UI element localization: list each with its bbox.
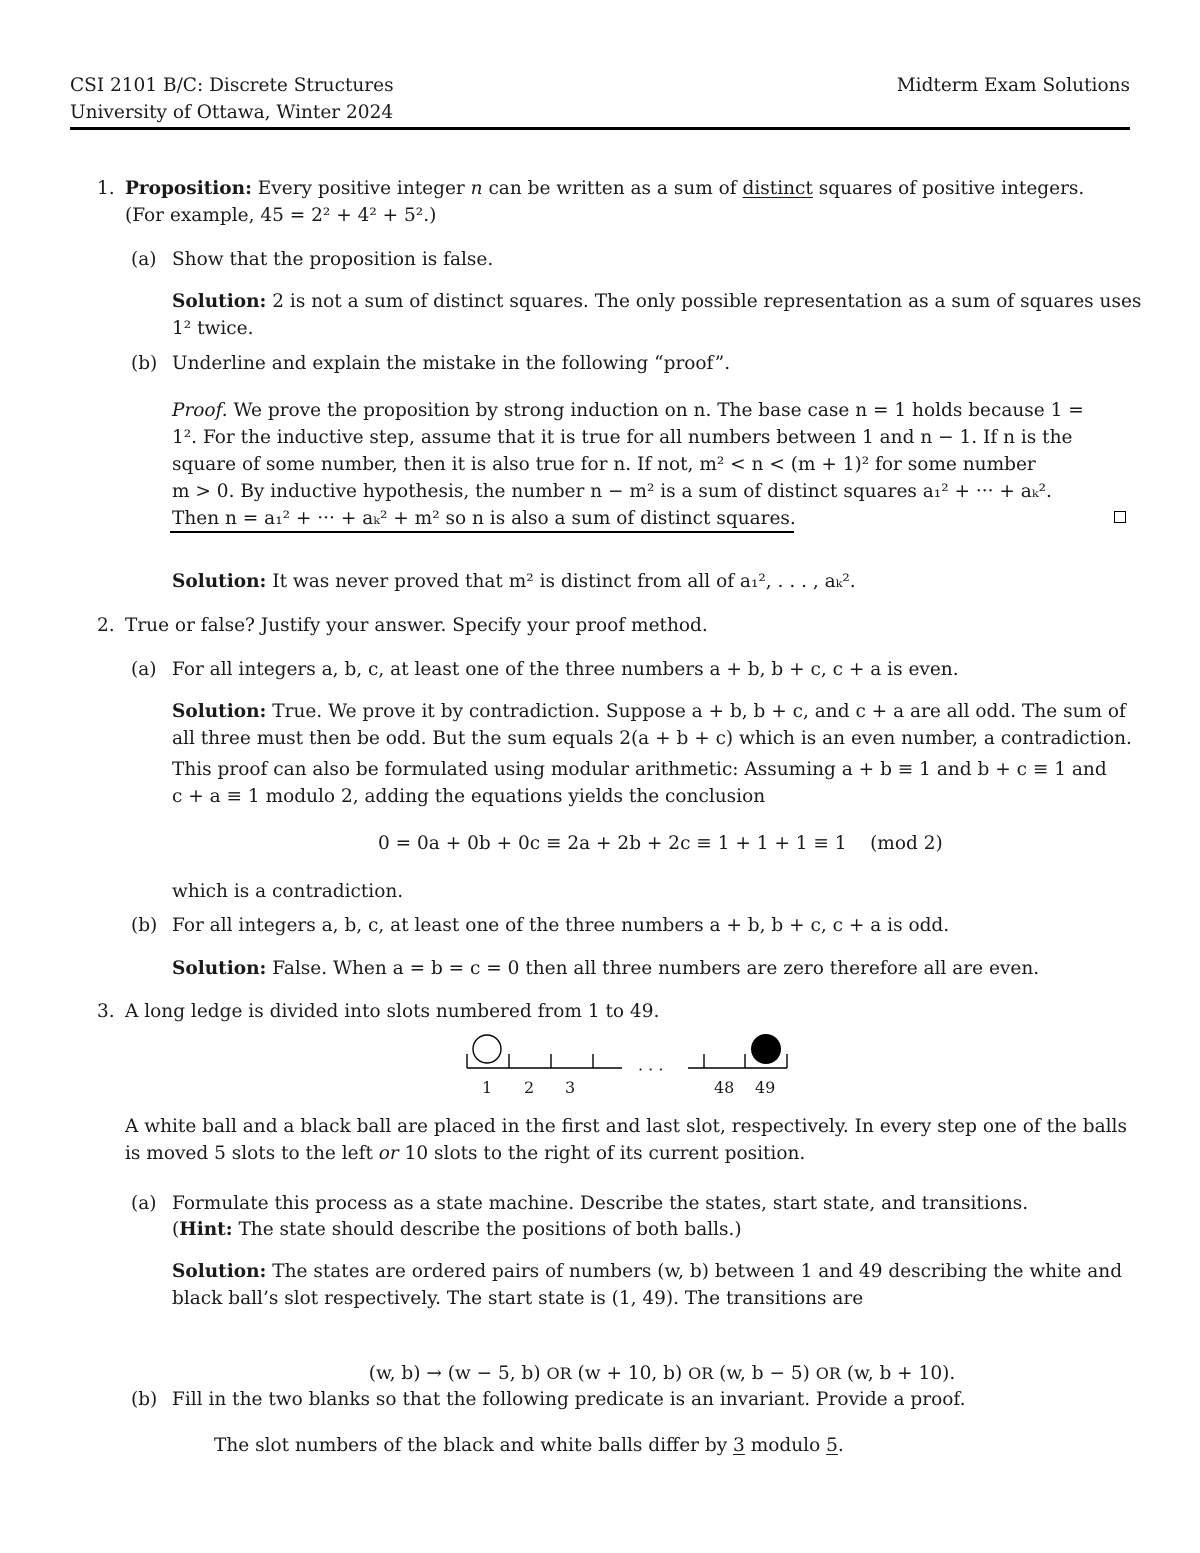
q1a-solution-line2: 1² twice.: [172, 318, 254, 339]
q2a-solution-line5: which is a contradiction.: [172, 881, 404, 902]
solution-label: Solution:: [172, 958, 267, 979]
header-rule: [70, 127, 1130, 130]
slot-label-49: 49: [755, 1078, 776, 1097]
question-1-number: 1.: [97, 178, 115, 199]
solution-label: Solution:: [172, 291, 267, 312]
q3a-hint: (Hint: The state should describe the positions of both balls.): [172, 1219, 742, 1240]
black-ball-icon: [751, 1034, 781, 1064]
q3-paragraph-line1: A white ball and a black ball are placed in the first and last slot, respectively. In every step one of the balls: [125, 1116, 1127, 1137]
qed-square-icon: [1114, 511, 1126, 523]
question-3-number: 3.: [97, 1001, 115, 1022]
q1a-question: Show that the proposition is false.: [172, 249, 494, 270]
slot-label-2: 2: [524, 1078, 535, 1097]
course-title: CSI 2101 B/C: Discrete Structures: [70, 75, 394, 96]
q3a-solution: Solution: The states are ordered pairs of numbers (w, b) between 1 and 49 describing the white and: [172, 1261, 1123, 1282]
q3a-solution-line2: black ball’s slot respectively. The start state is (1, 49). The transitions are: [172, 1288, 864, 1309]
q2b-label: (b): [131, 915, 158, 936]
blank-2: 5: [826, 1435, 838, 1456]
q2a-solution: Solution: True. We prove it by contradiction. Suppose a + b, b + c, and c + a are all odd. The sum of: [172, 701, 1126, 722]
q2b-solution: Solution: False. When a = b = c = 0 then all three numbers are zero therefore all are even.: [172, 958, 1040, 979]
university-line: University of Ottawa, Winter 2024: [70, 102, 394, 123]
proposition-label: Proposition:: [125, 178, 252, 199]
q3a-label: (a): [131, 1193, 157, 1214]
q2a-equation: 0 = 0a + 0b + 0c ≡ 2a + 2b + 2c ≡ 1 + 1 + 1 ≡ 1 (mod 2): [378, 833, 943, 854]
q2a-question: For all integers a, b, c, at least one of the three numbers a + b, b + c, c + a is even.: [172, 659, 959, 680]
q3a-question: Formulate this process as a state machine. Describe the states, start state, and transitions.: [172, 1193, 1029, 1214]
solution-label: Solution:: [172, 701, 267, 722]
q1b-label: (b): [131, 353, 158, 374]
proof-label: Proof.: [172, 400, 228, 421]
q2a-solution-line4: c + a ≡ 1 modulo 2, adding the equations yields the conclusion: [172, 786, 766, 807]
q1a-solution: Solution: 2 is not a sum of distinct squares. The only possible representation as a sum of squares uses: [172, 291, 1142, 312]
q3b-predicate: The slot numbers of the black and white balls differ by 3 modulo 5.: [214, 1435, 844, 1456]
document-title: Midterm Exam Solutions: [896, 75, 1130, 96]
proof-line-2: 1². For the inductive step, assume that it is true for all numbers between 1 and n − 1. If n is the: [172, 427, 1073, 448]
white-ball-icon: [473, 1035, 501, 1063]
slot-label-1: 1: [482, 1078, 493, 1097]
proof-line-3: square of some number, then it is also true for n. If not, m² < n < (m + 1)² for some number: [172, 454, 1036, 475]
q3b-label: (b): [131, 1389, 158, 1410]
solution-label: Solution:: [172, 1261, 267, 1282]
distinct-underlined: distinct: [742, 178, 813, 199]
q3-paragraph-line2: is moved 5 slots to the left or 10 slots to the right of its current position.: [125, 1143, 806, 1164]
ledge-ellipsis: · · ·: [638, 1060, 664, 1079]
q2a-label: (a): [131, 659, 157, 680]
question-3-intro: A long ledge is divided into slots numbered from 1 to 49.: [125, 1001, 660, 1022]
q3b-question: Fill in the two blanks so that the following predicate is an invariant. Provide a proof.: [172, 1389, 966, 1410]
q3a-transitions: (w, b) → (w − 5, b) OR (w + 10, b) OR (w, b − 5) OR (w, b + 10).: [368, 1363, 956, 1384]
slot-label-3: 3: [565, 1078, 576, 1097]
proof-line-5: Then n = a₁² + ··· + aₖ² + m² so n is also a sum of distinct squares.: [172, 508, 796, 529]
q1b-question: Underline and explain the mistake in the following “proof”.: [172, 353, 731, 374]
question-2-number: 2.: [97, 615, 115, 636]
proof-line-1: Proof. We prove the proposition by strong induction on n. The base case n = 1 holds because 1 =: [172, 400, 1084, 421]
question-1-proposition: Proposition: Every positive integer n can be written as a sum of distinct squares of positive integers.: [125, 178, 1085, 199]
q2b-question: For all integers a, b, c, at least one of the three numbers a + b, b + c, c + a is odd.: [172, 915, 950, 936]
proof-line-4: m > 0. By inductive hypothesis, the number n − m² is a sum of distinct squares a₁² + ··· + aₖ².: [172, 481, 1052, 502]
hint-label: Hint:: [179, 1219, 233, 1240]
question-2-text: True or false? Justify your answer. Specify your proof method.: [125, 615, 708, 636]
q1b-solution: Solution: It was never proved that m² is distinct from all of a₁², . . . , aₖ².: [172, 571, 856, 592]
q1a-label: (a): [131, 249, 157, 270]
q2a-solution-line3: This proof can also be formulated using modular arithmetic: Assuming a + b ≡ 1 and b + c ≡ 1 and: [172, 759, 1107, 780]
proof-underline: [170, 531, 794, 533]
slot-label-48: 48: [714, 1078, 735, 1097]
q2a-solution-line2: all three must then be odd. But the sum equals 2(a + b + c) which is an even number, a contradiction.: [172, 728, 1132, 749]
solution-label: Solution:: [172, 571, 267, 592]
question-1-example: (For example, 45 = 2² + 4² + 5².): [125, 205, 437, 226]
blank-1: 3: [733, 1435, 745, 1456]
